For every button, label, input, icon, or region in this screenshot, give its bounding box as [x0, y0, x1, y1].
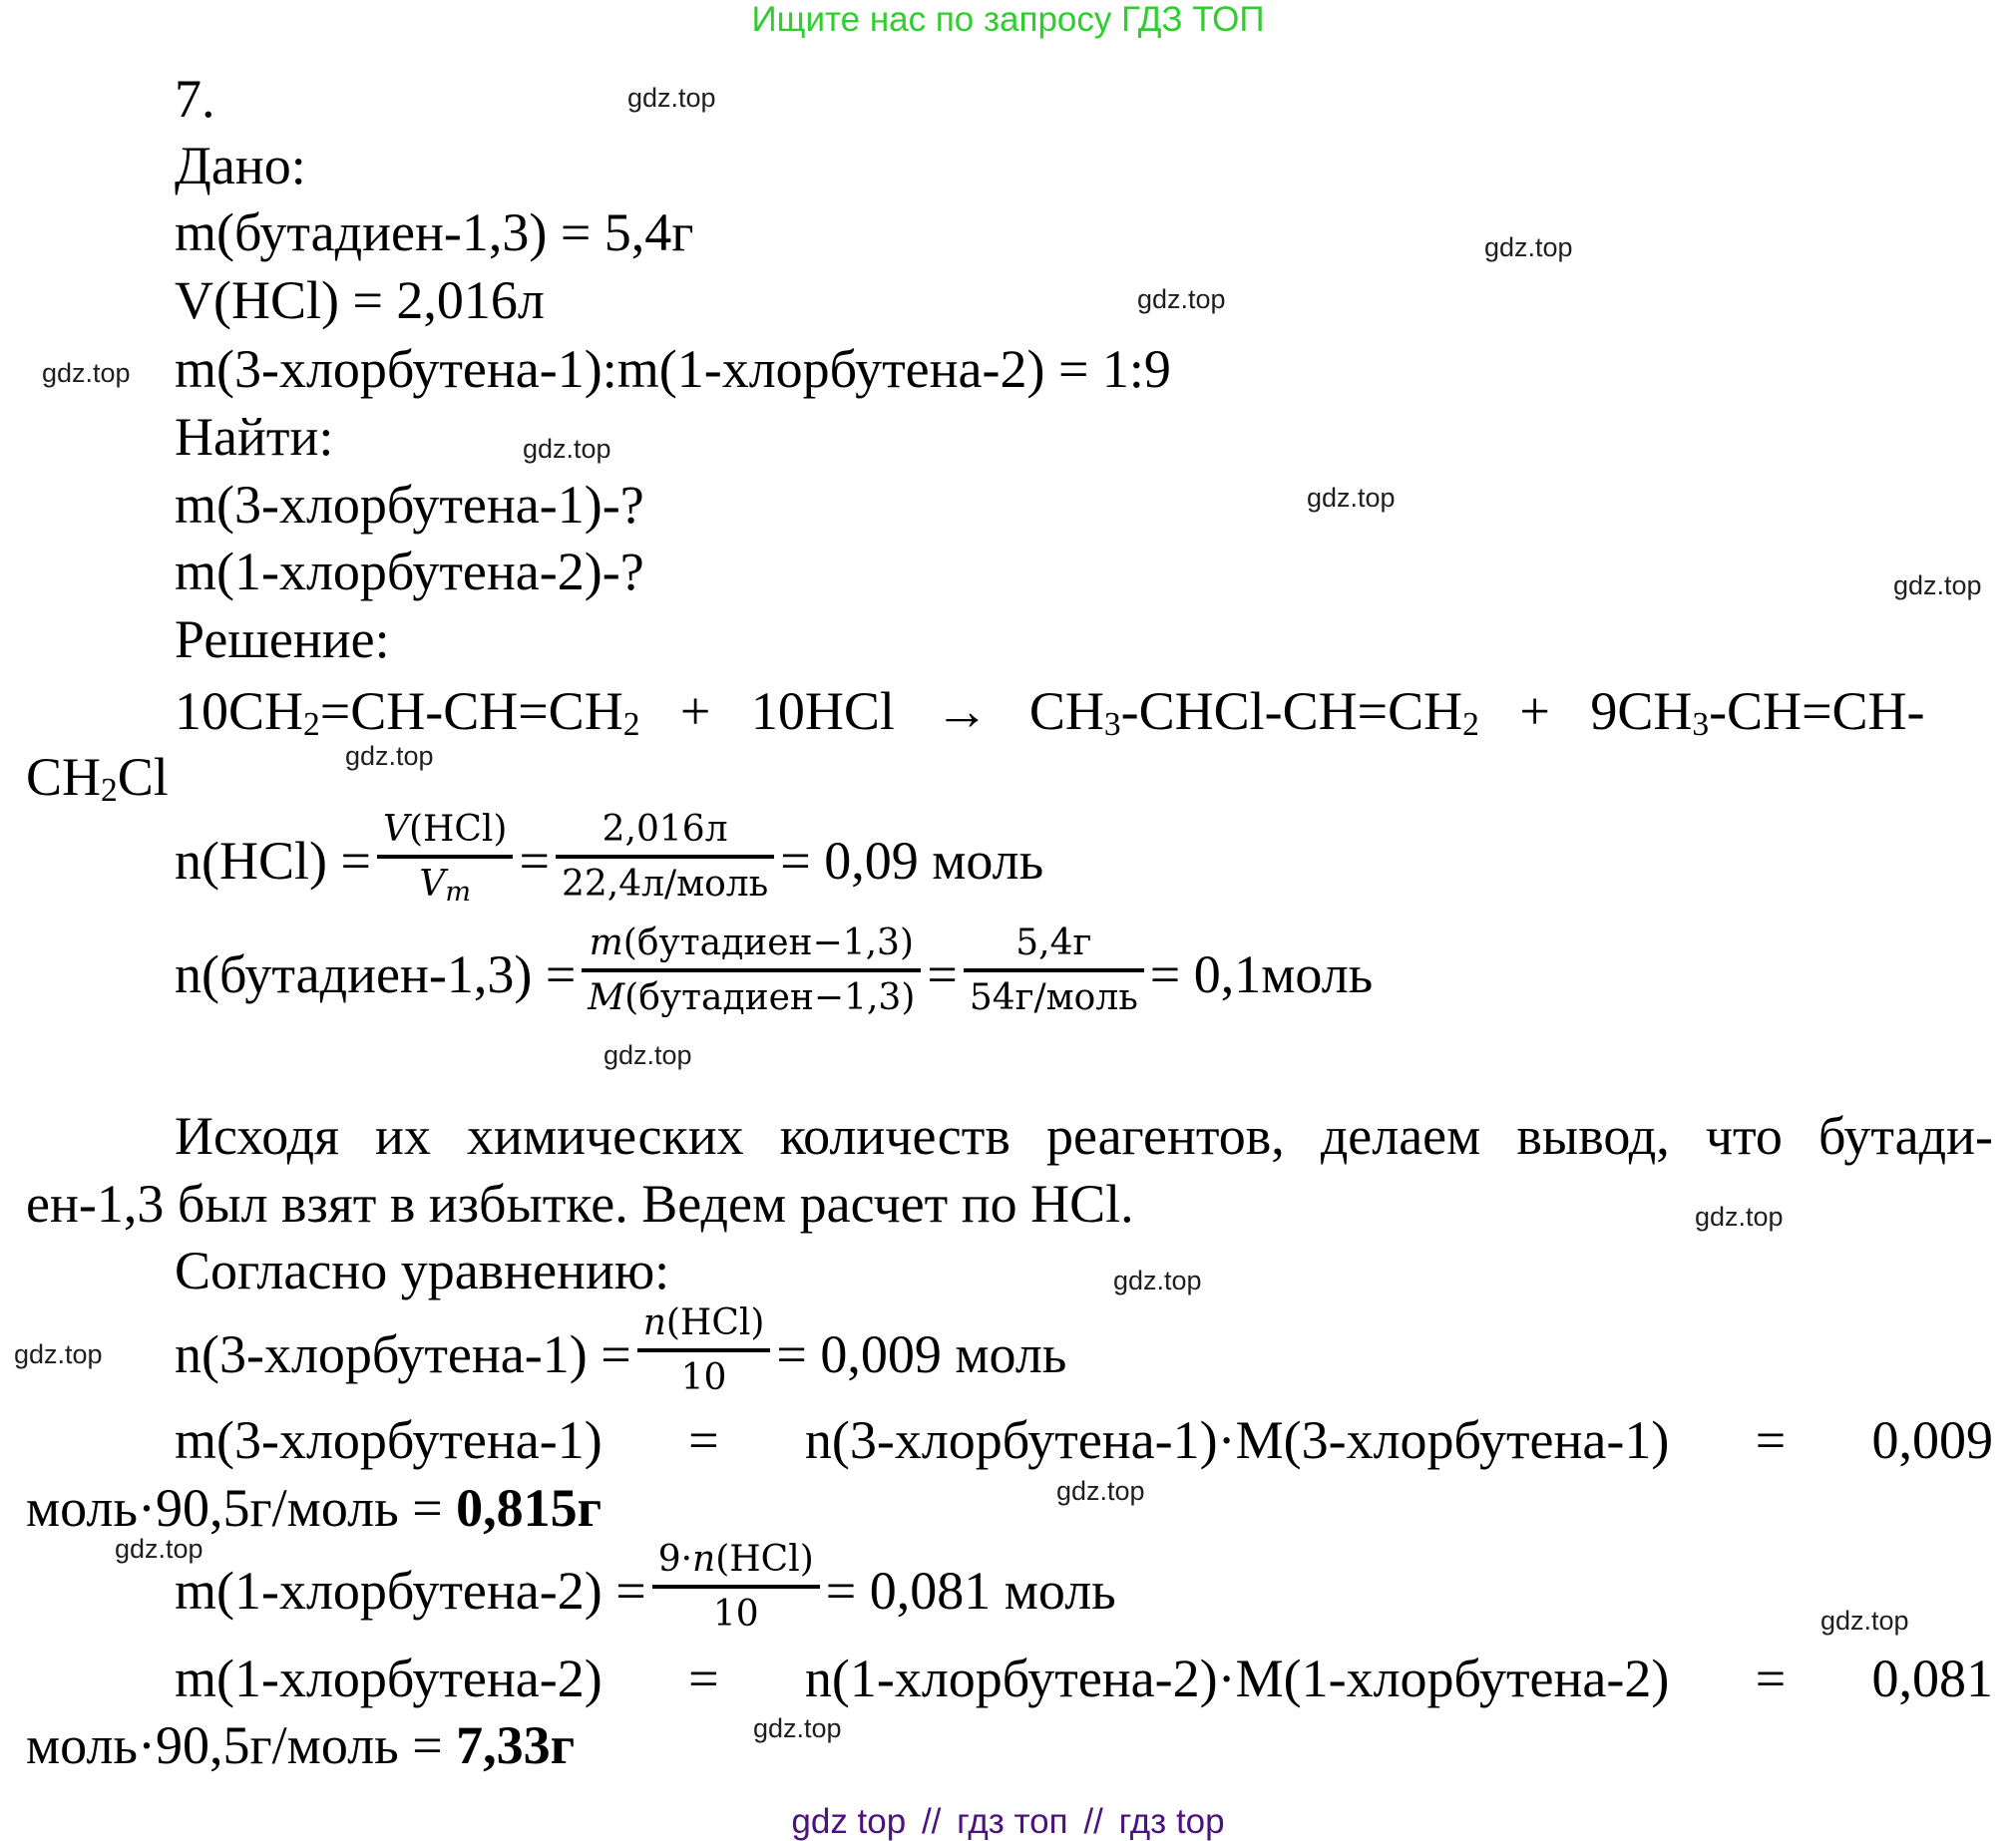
- answer-1-chlorobutene: 7,33г: [456, 1715, 576, 1775]
- eq-part: -CH=CH-: [1709, 681, 1925, 741]
- formula-lhs: m(1-хлорбутена-2) =: [175, 1561, 646, 1621]
- find-mass-3-chlorobutene: m(3-хлорбутена-1)-?: [175, 475, 644, 535]
- var-rest: (HCl): [408, 809, 508, 851]
- watermark: gdz.top: [1113, 1266, 1202, 1295]
- fraction: [582, 922, 921, 1018]
- word: что: [1705, 1106, 1783, 1166]
- var-rest: (бутадиен−1,3): [622, 922, 914, 964]
- given-mass-ratio: m(3-хлорбутена-1):m(1-хлорбутена-2) = 1:9: [175, 339, 1171, 399]
- fraction-numerator: [582, 922, 921, 971]
- eq-sub: 2: [303, 706, 320, 744]
- var-sub: m: [445, 876, 472, 908]
- watermark: gdz.top: [1893, 570, 1982, 600]
- eq-sub: 2: [101, 772, 118, 810]
- fraction: [637, 1302, 771, 1398]
- eq-part: =CH-CH=CH: [319, 681, 623, 741]
- watermark: gdz.top: [42, 358, 131, 388]
- eq-sub: 3: [1103, 706, 1121, 744]
- formula-part: =: [1755, 1649, 1787, 1708]
- formula-m-3-chlorobutene: [175, 1410, 1993, 1470]
- formula-lhs: n(HCl) =: [175, 831, 371, 891]
- word: делаем: [1320, 1106, 1481, 1166]
- equals-sign: =: [927, 944, 958, 1004]
- site-footer: [0, 1804, 2016, 1839]
- formula-result: = 0,081 моль: [825, 1561, 1116, 1621]
- according-to-equation: Согласно уравнению:: [175, 1241, 670, 1300]
- formula-m-1-chlorobutene: [175, 1649, 1993, 1708]
- formula-part: m(1-хлорбутена-2): [175, 1649, 603, 1708]
- eq-part: Cl: [117, 747, 169, 807]
- fraction-numerator: 5,4г: [964, 922, 1144, 971]
- conclusion-line-2: ен-1,3 был взят в избытке. Ведем расчет по HCl.: [26, 1174, 1134, 1234]
- watermark: gdz.top: [1484, 232, 1573, 262]
- given-volume-hcl: V(HCl) = 2,016л: [175, 270, 545, 330]
- word: химических: [467, 1106, 744, 1166]
- eq-part: + 10HCl → CH: [639, 681, 1104, 741]
- word: Исходя: [175, 1106, 339, 1166]
- fraction-denominator: 22,4л/моль: [561, 863, 769, 905]
- eq-part: CH: [26, 747, 102, 807]
- reaction-equation-text: [175, 681, 1925, 744]
- formula-n-3-chlorobutene: [175, 1299, 1066, 1409]
- fraction-numerator: [652, 1539, 820, 1588]
- reaction-equation: [175, 681, 1993, 744]
- problem-number: 7.: [175, 69, 215, 129]
- formula-n-butadiene: [175, 920, 1373, 1029]
- formula-n-1-chlorobutene: [175, 1536, 1116, 1646]
- var: V: [382, 809, 409, 851]
- formula-part: моль·90,5г/моль =: [26, 1478, 457, 1538]
- fraction-denominator: [582, 972, 921, 1018]
- footer-item: гдз top: [1118, 1802, 1225, 1841]
- watermark: gdz.top: [1820, 1606, 1909, 1636]
- eq-sub: 3: [1692, 706, 1710, 744]
- fraction-numerator: 2,016л: [556, 809, 774, 858]
- var: n: [642, 1302, 666, 1344]
- formula-m-1-chlorobutene-continuation: [26, 1715, 576, 1775]
- reaction-equation-continuation: [26, 747, 169, 810]
- formula-part: m(3-хлорбутена-1): [175, 1410, 603, 1470]
- footer-separator: //: [921, 1802, 942, 1841]
- eq-part: 10CH: [175, 681, 304, 741]
- word: бутади-: [1817, 1106, 1993, 1166]
- var: m: [589, 922, 623, 964]
- find-mass-1-chlorobutene: m(1-хлорбутена-2)-?: [175, 542, 644, 601]
- fraction-numerator: [377, 809, 514, 858]
- given-mass-butadiene: m(бутадиен-1,3) = 5,4г: [175, 202, 694, 262]
- find-heading: Найти:: [175, 407, 334, 467]
- footer-item: гдз топ: [957, 1802, 1068, 1841]
- formula-result: = 0,009 моль: [776, 1324, 1067, 1384]
- site-banner: Ищите нас по запросу ГДЗ ТОП: [751, 0, 1265, 39]
- formula-part: 0,081: [1871, 1649, 1993, 1708]
- coef: 9·: [657, 1539, 693, 1581]
- fraction: [377, 809, 514, 908]
- fraction-numerator: [637, 1302, 771, 1351]
- watermark: gdz.top: [1307, 483, 1396, 513]
- fraction-denominator: 54г/моль: [969, 976, 1138, 1018]
- given-heading: Дано:: [175, 136, 306, 195]
- formula-part: моль·90,5г/моль =: [26, 1715, 457, 1775]
- formula-lhs: n(3-хлорбутена-1) =: [175, 1324, 631, 1384]
- word: вывод,: [1516, 1106, 1670, 1166]
- word: их: [375, 1106, 431, 1166]
- eq-part: + 9CH: [1478, 681, 1693, 741]
- var: M: [588, 976, 625, 1018]
- watermark: gdz.top: [1056, 1476, 1145, 1506]
- formula-part: 0,009: [1871, 1410, 1993, 1470]
- watermark: gdz.top: [627, 83, 716, 113]
- fraction: [652, 1539, 820, 1635]
- var: V: [419, 863, 446, 905]
- eq-sub: 2: [622, 706, 640, 744]
- formula-result: = 0,09 моль: [780, 831, 1044, 891]
- var-rest: (бутадиен−1,3): [624, 976, 916, 1018]
- var-rest: (HCl): [715, 1539, 814, 1581]
- watermark: gdz.top: [1695, 1202, 1784, 1232]
- var: n: [692, 1539, 716, 1581]
- formula-part: n(1-хлорбутена-2)·M(1-хлорбутена-2): [804, 1649, 1670, 1708]
- formula-lhs: n(бутадиен-1,3) =: [175, 944, 577, 1004]
- formula-result: = 0,1моль: [1149, 944, 1374, 1004]
- conclusion-line-1: [175, 1106, 1993, 1166]
- watermark: gdz.top: [115, 1534, 203, 1564]
- formula-part: =: [688, 1410, 719, 1470]
- watermark: gdz.top: [523, 434, 611, 464]
- formula-m-3-chlorobutene-continuation: [26, 1478, 603, 1538]
- formula-part: n(3-хлорбутена-1)·M(3-хлорбутена-1): [804, 1410, 1670, 1470]
- fraction-denominator: 10: [712, 1593, 759, 1635]
- watermark: gdz.top: [14, 1339, 103, 1369]
- answer-3-chlorobutene: 0,815г: [456, 1478, 603, 1538]
- fraction-denominator: [377, 859, 514, 908]
- eq-sub: 2: [1462, 706, 1479, 744]
- watermark: gdz.top: [604, 1040, 692, 1070]
- fraction-denominator: 10: [680, 1356, 727, 1398]
- watermark: gdz.top: [1137, 284, 1226, 314]
- formula-n-hcl: [175, 806, 1043, 916]
- formula-part: =: [688, 1649, 719, 1708]
- watermark: gdz.top: [345, 741, 434, 771]
- solution-heading: Решение:: [175, 609, 390, 669]
- formula-part: =: [1755, 1410, 1787, 1470]
- eq-part: -CHCl-CH=CH: [1120, 681, 1463, 741]
- word: количеств: [779, 1106, 1010, 1166]
- footer-separator: //: [1083, 1802, 1103, 1841]
- word: реагентов,: [1045, 1106, 1285, 1166]
- footer-item: gdz top: [791, 1802, 907, 1841]
- watermark: gdz.top: [753, 1713, 842, 1743]
- fraction: [556, 809, 774, 905]
- var-rest: (HCl): [665, 1302, 765, 1344]
- fraction: [964, 922, 1144, 1018]
- equals-sign: =: [519, 831, 550, 891]
